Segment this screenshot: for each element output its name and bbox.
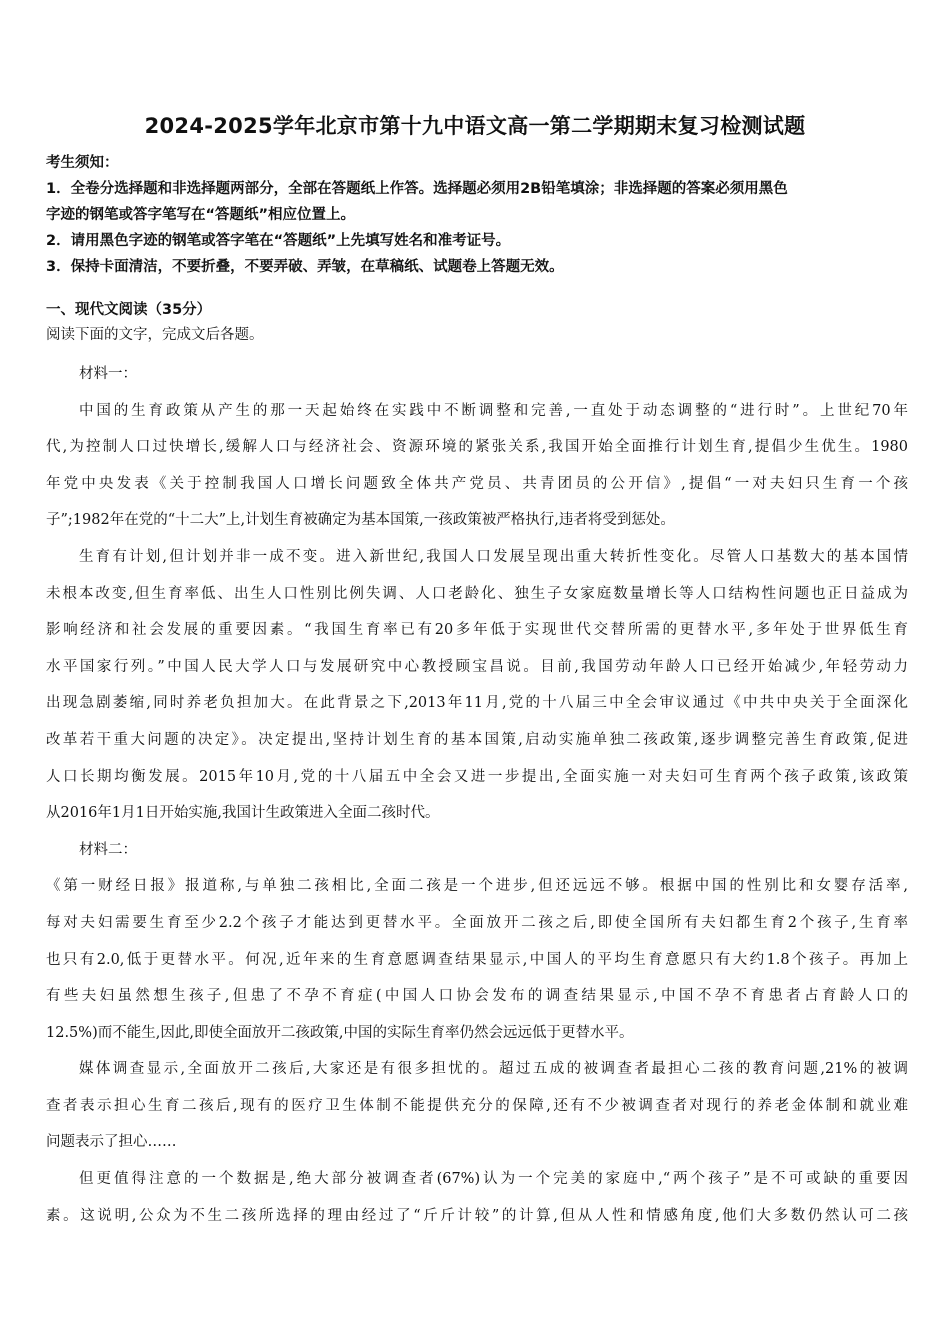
page-title: 2024-2025学年北京市第十九中语文高一第二学期期末复习检测试题 [144,114,806,138]
section-heading: 一、现代文阅读（35分） [46,302,212,318]
passage-line: 12.5%)而不能生,因此,即使全面放开二孩政策,中国的实际生育率仍然会远远低于更替水平。 [46,1024,634,1041]
passage-line: 出现急剧萎缩,同时养老负担加大。在此背景之下,2013年11月,党的十八届三中全会审议通过《中共中央关于全面深化 [46,695,908,712]
passage-line: 从2016年1月1日开始实施,我国计生政策进入全面二孩时代。 [46,805,440,822]
passage-line: 每对夫妇需要生育至少2.2个孩子才能达到更替水平。全面放开二孩之后,即使全国所有夫妇都生育2个孩子,生育率 [46,914,908,931]
candidate-notice [46,150,908,280]
material-label: 材料二： [79,841,137,858]
passage-line: 未根本改变,但生育率低、出生人口性别比例失调、人口老龄化、独生子女家庭数量增长等人口结构性问题也正日益成为 [46,585,908,602]
passage-line: 水平国家行列。”中国人民大学人口与发展研究中心教授顾宝昌说。目前,我国劳动年龄人口已经开始减少,年轻劳动力 [46,658,908,675]
reading-passage [46,356,908,1234]
passage-line: 改革若干重大问题的决定》。决定提出,坚持计划生育的基本国策,启动实施单独二孩政策,逐步调整完善生育政策,促进 [46,731,908,748]
passage-line: 生育有计划,但计划并非一成不变。进入新世纪,我国人口发展呈现出重大转折性变化。尽管人口基数大的基本国情 [79,548,908,565]
notice-line: 1．全卷分选择题和非选择题两部分，全部在答题纸上作答。选择题必须用2B铅笔填涂；非选择题的答案必须用黑色 [46,181,788,197]
passage-line: 子”;1982年在党的“十二大”上,计划生育被确定为基本国策,一孩政策被严格执行,违者将受到惩处。 [46,512,675,529]
passage-line: 也只有2.0,低于更替水平。何况,近年来的生育意愿调查结果显示,中国人的平均生育意愿只有大约1.8个孩子。再加上 [46,951,908,968]
passage-line: 人口长期均衡发展。2015年10月,党的十八届五中全会又进一步提出,全面实施一对夫妇可生育两个孩子政策,该政策 [46,768,908,785]
passage-line: 年党中央发表《关于控制我国人口增长问题致全体共产党员、共青团员的公开信》,提倡“一对夫妇只生育一个孩 [46,475,908,492]
passage-line: 素。这说明,公众为不生二孩所选择的理由经过了“斤斤计较”的计算,但从人性和情感角度,他们大多数仍然认可二孩 [46,1207,908,1224]
passage-line: 问题表示了担心…… [46,1134,177,1151]
passage-line: 有些夫妇虽然想生孩子,但患了不孕不育症(中国人口协会发布的调查结果显示,中国不孕不育患者占育龄人口的 [46,988,908,1005]
material-label: 材料一： [79,366,137,382]
passage-line: 中国的生育政策从产生的那一天起始终在实践中不断调整和完善,一直处于动态调整的“进行时”。上世纪70年 [79,402,908,419]
section-instructions: 阅读下面的文字，完成文后各题。 [46,327,264,343]
passage-line: 代,为控制人口过快增长,缓解人口与经济社会、资源环境的紧张关系,我国开始全面推行计划生育,提倡少生优生。1980 [46,439,908,456]
passage-line: 媒体调查显示,全面放开二孩后,大家还是有很多担忧的。超过五成的被调查者最担心二孩的教育问题,21%的被调 [79,1061,908,1078]
passage-line: 影响经济和社会发展的重要因素。“我国生育率已有20多年低于实现世代交替所需的更替水平,多年处于世界低生育 [46,622,908,639]
notice-line: 3．保持卡面清洁，不要折叠，不要弄破、弄皱，在草稿纸、试题卷上答题无效。 [46,259,564,275]
passage-line: 但更值得注意的一个数据是,绝大部分被调查者(67%)认为一个完美的家庭中,“两个孩子”是不可或缺的重要因 [79,1171,908,1188]
notice-heading: 考生须知： [46,155,119,171]
notice-line: 字迹的钢笔或答字笔写在“答题纸”相应位置上。 [46,207,356,223]
passage-line: 查者表示担心生育二孩后,现有的医疗卫生体制不能提供充分的保障,还有不少被调查者对现行的养老金体制和就业难 [46,1097,908,1114]
notice-line: 2．请用黑色字迹的钢笔或答字笔在“答题纸”上先填写姓名和准考证号。 [46,233,511,249]
passage-line: 《第一财经日报》报道称,与单独二孩相比,全面二孩是一个进步,但还远远不够。根据中国的性别比和女婴存活率, [46,878,908,895]
